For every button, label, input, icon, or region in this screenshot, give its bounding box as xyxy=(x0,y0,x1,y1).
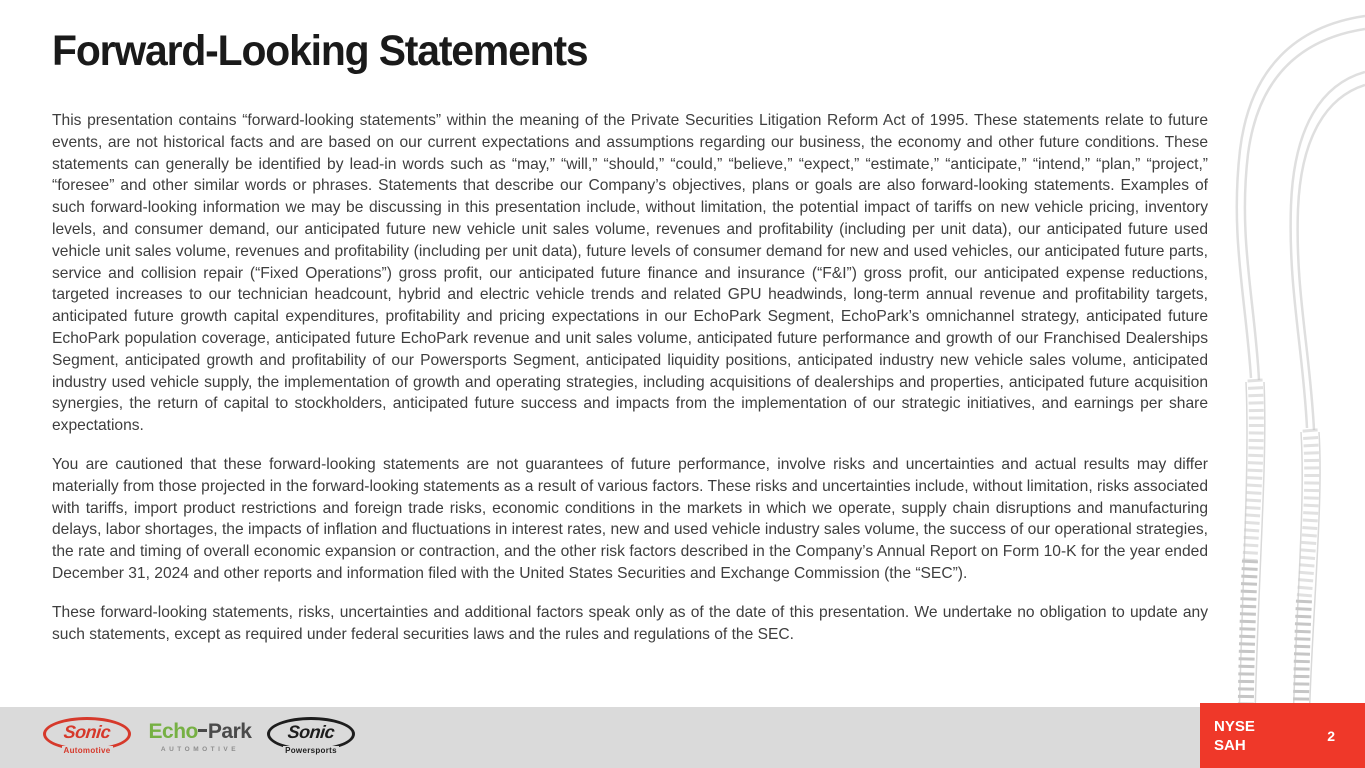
page-number: 2 xyxy=(1327,727,1335,744)
echopark-wordmark xyxy=(148,721,252,742)
ticker-badge xyxy=(1200,703,1365,768)
echopark-park-text: Park xyxy=(207,720,252,743)
paragraph-no-obligation: These forward-looking statements, risks, uncertainties and additional factors speak only as of the date of this presentation. We undertake no obligation to update any such statements, except as required under federal securities laws and the rules and regulations of the SEC. xyxy=(52,603,1208,643)
ticker-text xyxy=(1214,717,1255,755)
sonic-automotive-logo xyxy=(42,713,134,759)
paragraph-risks-cautioned: You are cautioned that these forward-looking statements are not guarantees of future performance, involve risks and uncertainties and actual results may differ materially from those projected in the forward-looking statements as a result of various factors. These risks and uncertainties include, without limitation, risks associated with tariffs, import product restrictions and foreign trade risks, economic conditions in the markets in which we operate, supply chain disruptions and manufacturing delays, labor shortages, the impacts of inflation and fluctuations in interest rates, new and used vehicle industry sales volume, the success of our operational strategies, the rate and timing of overall economic expansion or contraction, and the other risk factors described in the Company’s Annual Report on Form 10-K for the year ended December 31, 2024 and other reports and information filed with the United States Securities and Exchange Commission (the “SEC”). xyxy=(52,455,1208,582)
sonic-automotive-wordmark: Sonic xyxy=(62,722,112,742)
echopark-echo-text: Echo xyxy=(148,720,198,743)
echopark-subtext: AUTOMOTIVE xyxy=(160,746,240,753)
tire-tracks-graphic xyxy=(1200,0,1365,768)
body-copy xyxy=(52,110,1208,645)
sonic-powersports-subtext: Powersports xyxy=(285,746,337,755)
sonic-automotive-subtext: Automotive xyxy=(63,746,111,755)
logo-strip xyxy=(42,713,358,759)
echopark-logo xyxy=(148,714,252,758)
echopark-dash xyxy=(198,729,207,732)
sonic-powersports-wordmark: Sonic xyxy=(286,722,336,742)
ticker-exchange: NYSE xyxy=(1214,717,1255,735)
paragraph-forward-looking-examples: This presentation contains “forward-looking statements” within the meaning of the Private Securities Litigation Reform Act of 1995. These statements relate to future events, are not historical facts and are based on our current expectations and assumptions regarding our business, the economy and other future conditions. These statements can generally be identified by lead-in words such as “may,” “will,” “should,” “could,” “believe,” “expect,” “estimate,” “anticipate,” “intend,” “plan,” “project,” “foresee” and other similar words or phrases. Statements that describe our Company’s objectives, plans or goals are also forward-looking statements. Examples of such forward-looking information we may be discussing in this presentation include, without limitation, the potential impact of tariffs on new vehicle pricing, inventory levels, and consumer demand, our anticipated future new vehicle unit sales volume, revenues and profitability (including per unit data), our anticipated future used vehicle unit sales volume, revenues and profitability (including per unit data), future levels of consumer demand for new and used vehicles, our anticipated future parts, service and collision repair (“Fixed Operations”) gross profit, our anticipated future finance and insurance (“F&I”) gross profit, our anticipated expense reductions, targeted increases to our technician headcount, hybrid and electric vehicle trends and related GPU headwinds, long-term annual revenue and profitability targets, anticipated future growth capital expenditures, profitability and pricing expectations in our EchoPark Segment, EchoPark’s omnichannel strategy, anticipated future EchoPark population coverage, anticipated future EchoPark revenue and unit sales volume, anticipated future performance and growth of our Franchised Dealerships Segment, anticipated growth and profitability of our Powersports Segment, anticipated liquidity positions, anticipated industry new vehicle sales volume, anticipated industry used vehicle supply, the implementation of growth and operating strategies, including acquisitions of dealerships and properties, anticipated future acquisition synergies, the return of capital to stockholders, anticipated future success and impacts from the implementation of our strategic initiatives, and earnings per share expectations. xyxy=(52,112,1208,435)
ticker-symbol: SAH xyxy=(1214,736,1246,754)
sonic-powersports-logo xyxy=(266,713,358,759)
page-title: Forward-Looking Statements xyxy=(52,27,588,75)
